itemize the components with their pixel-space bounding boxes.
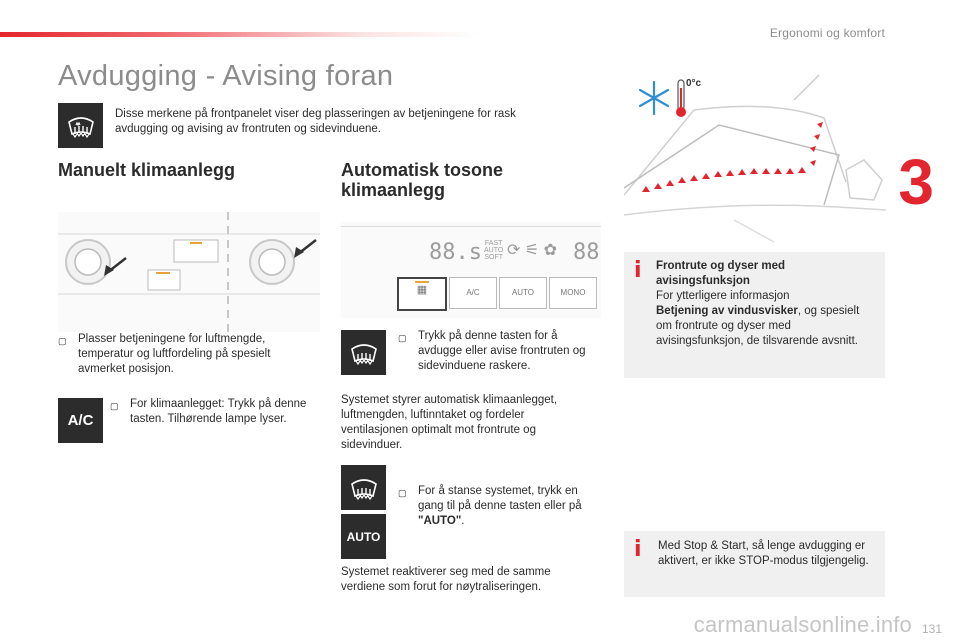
defrost-icon bbox=[58, 103, 103, 148]
auto-panel-auto-button: AUTO bbox=[499, 277, 547, 309]
auto-step2 bbox=[398, 484, 603, 529]
defrost-icon bbox=[341, 465, 386, 510]
page-number: 131 bbox=[921, 622, 942, 636]
chapter-number: 3 bbox=[898, 146, 934, 218]
manual-step2-text: For klimaanlegget: Trykk på denne tasten. Tilhørende lampe lyser. bbox=[130, 398, 307, 425]
intro-text: Disse merkene på frontpanelet viser deg plasseringen av betjeningene for rask avdugging og avising av frontruten og sidevinduene. bbox=[115, 108, 516, 135]
ac-icon bbox=[58, 398, 103, 443]
auto-reactivate-text: Systemet reaktiverer seg med de samme verdiene som forut for nøytraliseringen. bbox=[341, 566, 551, 593]
watermark: carmanualsonline.info bbox=[693, 612, 912, 637]
auto-icon-label: AUTO bbox=[346, 529, 381, 544]
info-icon: i bbox=[634, 537, 642, 562]
defrost-icon bbox=[341, 330, 386, 375]
manual-heading: Manuelt klimaanlegg bbox=[58, 160, 236, 180]
manual-panel-illustration bbox=[58, 212, 320, 332]
manual-step1 bbox=[58, 332, 298, 377]
header-accent-bar bbox=[0, 32, 480, 37]
info2-text: Med Stop & Start, så lenge avdugging er aktivert, er ikke STOP-modus tilgjengelig. bbox=[658, 540, 869, 567]
auto-paragraph: Systemet styrer automatisk klimaanlegget, luftmengden, luftinntaket og fordeler ventilasjonen optimalt mot frontrute og sidevinduer. bbox=[341, 394, 558, 451]
section-title: Ergonomi og komfort bbox=[769, 26, 885, 40]
auto-step2-suffix: . bbox=[461, 515, 465, 527]
auto-step2-text bbox=[418, 484, 603, 529]
auto-panel-display-right: 88 bbox=[573, 240, 600, 265]
auto-heading-line1: Automatisk tosone bbox=[341, 160, 504, 180]
auto-step2-bold: "AUTO" bbox=[418, 515, 462, 527]
manual-step2 bbox=[110, 397, 310, 427]
auto-step2-prefix: For å stanse systemet, trykk en gang til på denne tasten eller på bbox=[418, 485, 582, 512]
temp-label: 0°c bbox=[686, 78, 702, 89]
auto-panel-soft: SOFT bbox=[484, 254, 503, 261]
auto-panel-display: 88.s bbox=[429, 240, 482, 265]
info1-bold: Betjening av vindusvisker bbox=[656, 305, 798, 317]
auto-panel-auto-small: AUTO bbox=[484, 247, 504, 254]
info-box-frontrute-content bbox=[656, 259, 878, 349]
info-icon: i bbox=[634, 258, 642, 283]
auto-heading bbox=[341, 160, 503, 200]
auto-panel-fan-icons: ⟳ ⚟ ✿ bbox=[507, 242, 558, 259]
auto-panel-mono-button: MONO bbox=[549, 277, 597, 309]
info1-body bbox=[656, 304, 878, 349]
info-box-stop-start bbox=[624, 531, 885, 597]
bullet-icon: ▢ bbox=[110, 401, 119, 411]
page-title: Avdugging - Avising foran bbox=[58, 60, 394, 92]
manual-step1-text: Plasser betjeningene for luftmengde, temperatur og luftfordeling på spesielt avmerket posisjon. bbox=[78, 333, 271, 375]
auto-icon bbox=[341, 514, 386, 559]
info1-line1: For ytterligere informasjon bbox=[656, 290, 790, 302]
bullet-icon: ▢ bbox=[398, 488, 407, 498]
auto-step1-text: Trykk på denne tasten for å avdugge eller avise frontruten og sidevinduene raskere. bbox=[418, 330, 586, 372]
auto-heading-line2: klimaanlegg bbox=[341, 180, 446, 200]
auto-panel-ac-button: A/C bbox=[449, 277, 497, 309]
windshield-illustration bbox=[624, 70, 886, 245]
auto-step1 bbox=[398, 329, 603, 374]
auto-panel-fast: FAST bbox=[484, 240, 503, 247]
bullet-icon: ▢ bbox=[398, 333, 407, 343]
auto-panel-illustration bbox=[341, 222, 601, 318]
ac-icon-label: A/C bbox=[67, 412, 94, 429]
auto-panel-modes bbox=[484, 240, 503, 261]
info1-title: Frontrute og dyser med avisingsfunksjon bbox=[656, 260, 786, 287]
info-box-frontrute bbox=[624, 252, 885, 378]
bullet-icon: ▢ bbox=[58, 336, 67, 346]
info1-rest: , og spesielt om frontrute og dyser med avisingsfunksjon, de tilsvarende avsnitt. bbox=[656, 305, 860, 347]
auto-panel-defrost-button: ▦ bbox=[397, 277, 447, 311]
